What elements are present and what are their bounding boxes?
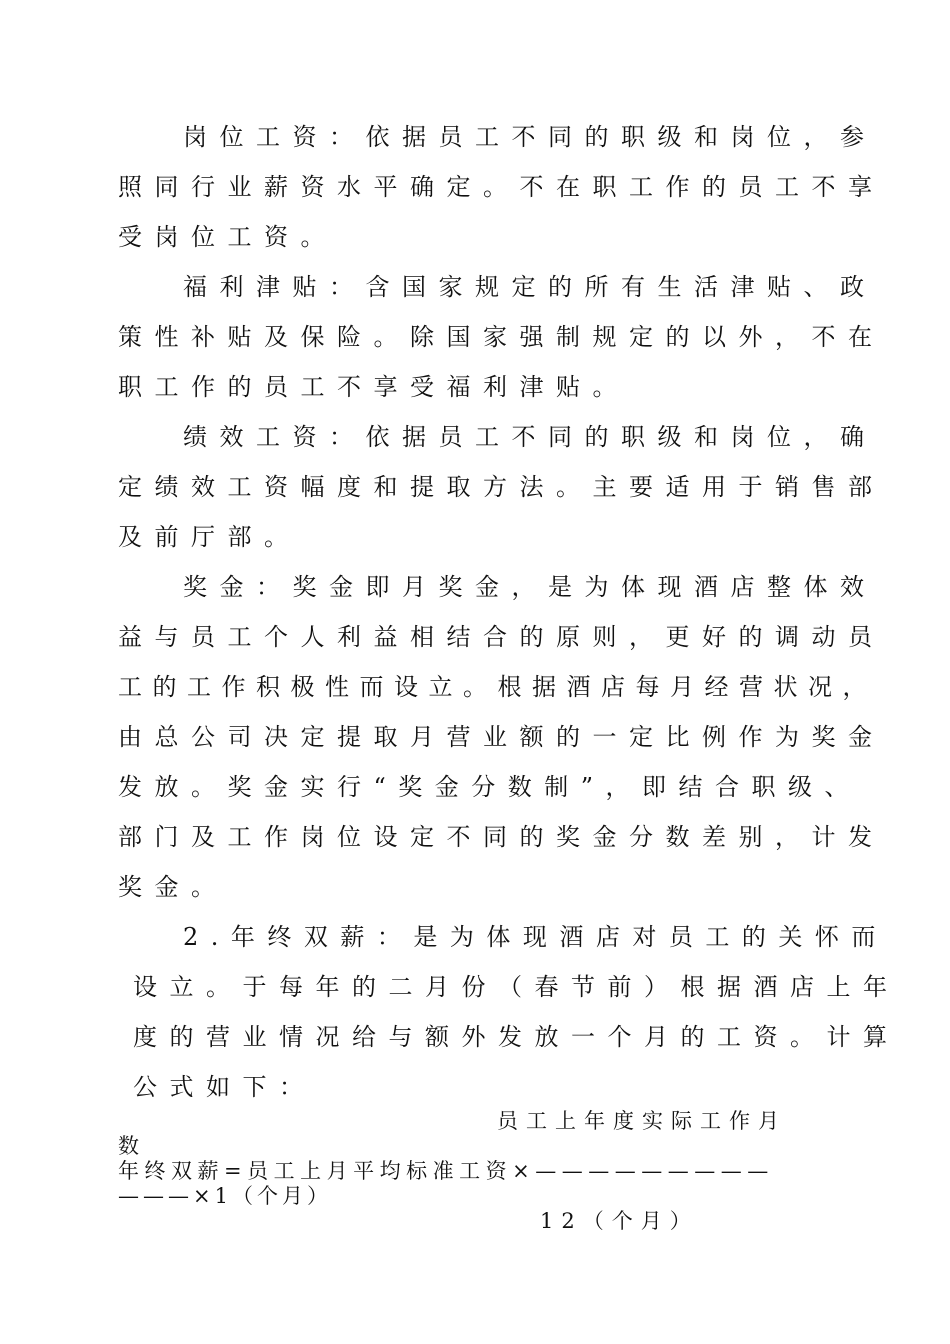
paragraph-4-line-5: 发放。奖金实行“奖金分数制”，即结合职级、: [118, 773, 862, 801]
paragraph-3-line-2: 定绩效工资幅度和提取方法。主要适用于销售部: [118, 473, 885, 501]
paragraph-4-line-7: 奖金。: [118, 873, 228, 901]
paragraph-1-line-1: 岗位工资：依据员工不同的职级和岗位，参: [183, 123, 877, 151]
paragraph-3-line-1: 绩效工资：依据员工不同的职级和岗位，确: [183, 423, 877, 451]
paragraph-4-line-4: 由总公司决定提取月营业额的一定比例作为奖金: [118, 723, 885, 751]
paragraph-2-line-2: 策性补贴及保险。除国家强制规定的以外，不在: [118, 323, 885, 351]
formula-numerator-wrap: 数: [118, 1134, 147, 1158]
paragraph-4-line-1: 奖金：奖金即月奖金，是为体现酒店整体效: [183, 573, 877, 601]
paragraph-4-line-2: 益与员工个人利益相结合的原则，更好的调动员: [118, 623, 885, 651]
paragraph-5-line-1: 2.年终双薪：是为体现酒店对员工的关怀而: [183, 923, 888, 951]
paragraph-5-line-4: 公式如下：: [133, 1073, 316, 1101]
paragraph-5-line-3: 度的营业情况给与额外发放一个月的工资。计算: [133, 1023, 900, 1051]
paragraph-4-line-3: 工的工作积极性而设立。根据酒店每月经营状况，: [118, 673, 877, 701]
paragraph-1-line-2: 照同行业薪资水平确定。不在职工作的员工不享: [118, 173, 885, 201]
paragraph-4-line-6: 部门及工作岗位设定不同的奖金分数差别，计发: [118, 823, 885, 851]
formula-numerator: 员工上年度实际工作月: [497, 1109, 787, 1133]
paragraph-1-line-3: 受岗位工资。: [118, 223, 337, 251]
formula-main-wrap: ———×1（个月）: [118, 1184, 332, 1208]
paragraph-5-line-2: 设立。于每年的二月份（春节前）根据酒店上年: [133, 973, 900, 1001]
paragraph-2-line-1: 福利津贴：含国家规定的所有生活津贴、政: [183, 273, 877, 301]
paragraph-2-line-3: 职工作的员工不享受福利津贴。: [118, 373, 629, 401]
paragraph-3-line-3: 及前厅部。: [118, 523, 301, 551]
formula-denominator: 12（个月）: [540, 1209, 699, 1233]
formula-main-line: 年终双薪=员工上月平均标准工资×—————————: [118, 1159, 774, 1183]
